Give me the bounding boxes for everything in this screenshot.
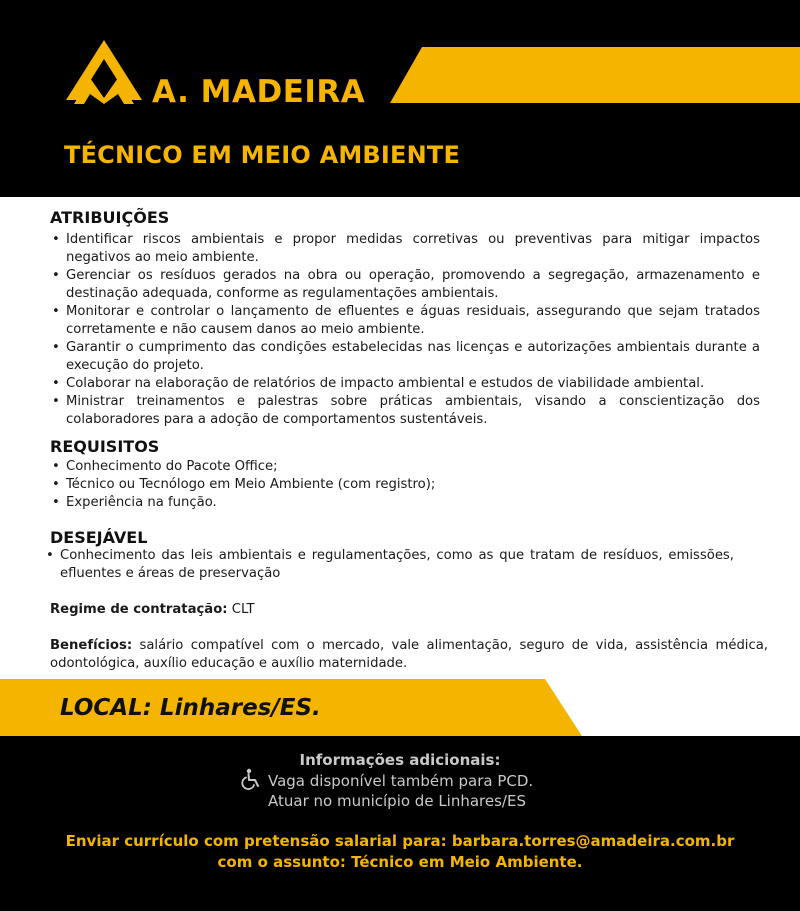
list-item: • Colaborar na elaboração de relatórios de impacto ambiental e estudos de viabilidade ambiental. xyxy=(50,375,760,393)
list-item: • Identificar riscos ambientais e propor medidas corretivas ou preventivas para mitigar impactos negativos ao meio ambiente. xyxy=(50,231,760,267)
section-title-requisitos: REQUISITOS xyxy=(50,437,160,456)
regime-value: CLT xyxy=(227,602,255,617)
local-text: LOCAL: Linhares/ES. xyxy=(60,695,321,721)
beneficios xyxy=(50,637,768,673)
list-item: • Garantir o cumprimento das condições estabelecidas nas licenças e autorizações ambientais durante a execução do projeto. xyxy=(50,339,760,375)
brand-name: A. MADEIRA xyxy=(152,74,366,110)
desejavel-list xyxy=(44,547,734,583)
list-item: • Técnico ou Tecnólogo em Meio Ambiente (com registro); xyxy=(50,476,760,494)
header-accent-stripe xyxy=(390,47,800,103)
beneficios-label: Benefícios: xyxy=(50,638,133,653)
atribuicoes-list xyxy=(50,231,760,429)
send-resume-text: Enviar currículo com pretensão salarial para: barbara.torres@amadeira.com.br com o assunto: Técnico em Meio Ambiente. xyxy=(65,832,735,871)
list-item: • Ministrar treinamentos e palestras sobre práticas ambientais, visando a conscientização dos colaboradores para a adoção de comportamentos sustentáveis. xyxy=(50,393,760,429)
section-title-atribuicoes: ATRIBUIÇÕES xyxy=(50,208,170,227)
list-item: • Gerenciar os resíduos gerados na obra ou operação, promovendo a segregação, armazenamento e destinação adequada, conforme as regulamentações ambientais. xyxy=(50,267,760,303)
list-item: • Experiência na função. xyxy=(50,494,760,512)
info-line-location: Atuar no município de Linhares/ES xyxy=(268,792,526,810)
section-title-desejavel: DESEJÁVEL xyxy=(50,528,148,547)
regime-label: Regime de contratação: xyxy=(50,602,228,617)
requisitos-list xyxy=(50,458,760,512)
list-item: • Monitorar e controlar o lançamento de efluentes e águas residuais, assegurando que sejam tratados corretamente e não causem danos ao meio ambiente. xyxy=(50,303,760,339)
am-logo-icon xyxy=(66,40,142,104)
regime-contratacao xyxy=(50,601,255,619)
list-item: • Conhecimento das leis ambientais e regulamentações, como as que tratam de resíduos, emissões, efluentes e áreas de preservação xyxy=(44,547,734,583)
accessibility-icon xyxy=(240,768,262,790)
info-line-pcd: Vaga disponível também para PCD. xyxy=(268,772,534,790)
list-item: • Conhecimento do Pacote Office; xyxy=(50,458,760,476)
beneficios-value: salário compatível com o mercado, vale alimentação, seguro de vida, assistência médica, odontológica, auxílio educação e auxílio maternidade. xyxy=(50,638,768,671)
job-title: TÉCNICO EM MEIO AMBIENTE xyxy=(64,141,461,169)
info-title: Informações adicionais: xyxy=(299,751,501,769)
